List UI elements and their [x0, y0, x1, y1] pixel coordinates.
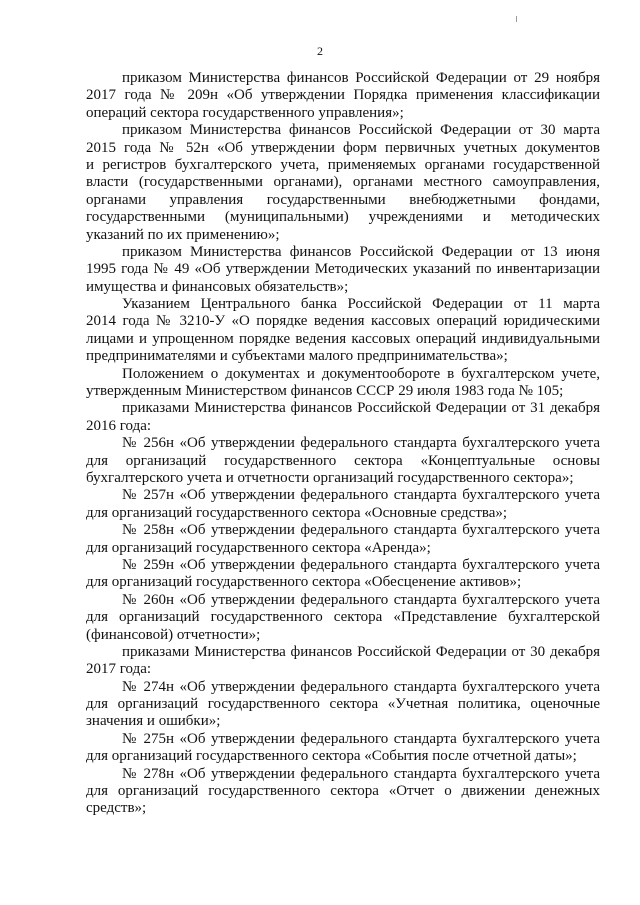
text-line: приказами Министерства финансов Российской Федерации от 31 декабря — [122, 400, 600, 417]
text-line: предпринимателями и субъектами малого предпринимательства»; — [86, 348, 508, 365]
text-line: и регистров бухгалтерского учета, применяемых органами государственной — [86, 156, 600, 173]
text-line: для организаций государственного сектора «Представление бухгалтерской — [86, 609, 600, 626]
text-line: органами управления государственными внебюджетными фондами, — [86, 191, 600, 208]
text-line: № 257н «Об утверждении федерального стандарта бухгалтерского учета — [122, 487, 600, 504]
text-line: для организаций государственного сектора «Отчет о движении денежных — [86, 783, 600, 800]
text-line: 2015 года № 52н «Об утверждении форм первичных учетных документов — [86, 139, 600, 156]
text-line: операций сектора государственного управления»; — [86, 104, 404, 121]
text-line: (финансовой) отчетности»; — [86, 626, 261, 643]
text-line: № 260н «Об утверждении федерального стандарта бухгалтерского учета — [122, 591, 600, 608]
text-line: для организаций государственного сектора «Концептуальные основы — [86, 452, 600, 469]
text-line: 2016 года: — [86, 417, 152, 434]
text-line: для организаций государственного сектора «Обесценение активов»; — [86, 574, 522, 591]
text-line: приказами Министерства финансов Российской Федерации от 30 декабря — [122, 643, 600, 660]
text-line: № 259н «Об утверждении федерального стандарта бухгалтерского учета — [122, 556, 600, 573]
page-number: 2 — [317, 44, 323, 58]
text-line: средств»; — [86, 800, 147, 817]
text-line: 2017 года № 209н «Об утверждении Порядка применения классификации — [86, 87, 600, 104]
text-line: № 278н «Об утверждении федерального стандарта бухгалтерского учета — [122, 765, 600, 782]
text-line: значения и ошибки»; — [86, 713, 221, 730]
text-line: для организаций государственного сектора «Аренда»; — [86, 539, 431, 556]
text-line: 1995 года № 49 «Об утверждении Методических указаний по инвентаризации — [86, 261, 600, 278]
text-line: приказом Министерства финансов Российской Федерации от 30 марта — [122, 122, 600, 139]
text-line: для организаций государственного сектора «Учетная политика, оценочные — [86, 696, 600, 713]
text-line: № 274н «Об утверждении федерального стандарта бухгалтерского учета — [122, 678, 600, 695]
text-line: № 258н «Об утверждении федерального стандарта бухгалтерского учета — [122, 522, 600, 539]
text-line: приказом Министерства финансов Российской Федерации от 29 ноября — [122, 70, 600, 86]
text-line: имущества и финансовых обязательств»; — [86, 278, 349, 295]
text-line: Положением о документах и документообороте в бухгалтерском учете, — [122, 365, 600, 382]
text-line: 2017 года: — [86, 661, 152, 678]
text-line: для организаций государственного сектора «События после отчетной даты»; — [86, 748, 577, 765]
text-line: 2014 года № 3210-У «О порядке ведения кассовых операций юридическими — [86, 313, 600, 330]
text-line: лицами и упрощенном порядке ведения кассовых операций индивидуальными — [86, 330, 600, 347]
text-line: № 275н «Об утверждении федерального стандарта бухгалтерского учета — [122, 730, 600, 747]
text-line: приказом Министерства финансов Российской Федерации от 13 июня — [122, 243, 600, 260]
text-line: для организаций государственного сектора «Основные средства»; — [86, 504, 508, 521]
text-line: бухгалтерского учета и отчетности организаций государственного сектора»; — [86, 469, 574, 486]
text-line: утвержденным Министерством финансов СССР 29 июля 1983 года № 105; — [86, 383, 564, 400]
document-body — [86, 70, 600, 818]
text-line: государственными (муниципальными) учреждениями и методических — [86, 209, 600, 226]
scan-mark — [516, 16, 517, 22]
text-line: указаний по их применению»; — [86, 226, 280, 243]
text-line: власти (государственными органами), органами местного самоуправления, — [86, 174, 600, 191]
text-line: Указанием Центрального банка Российской Федерации от 11 марта — [122, 296, 600, 313]
text-line: № 256н «Об утверждении федерального стандарта бухгалтерского учета — [122, 435, 600, 452]
